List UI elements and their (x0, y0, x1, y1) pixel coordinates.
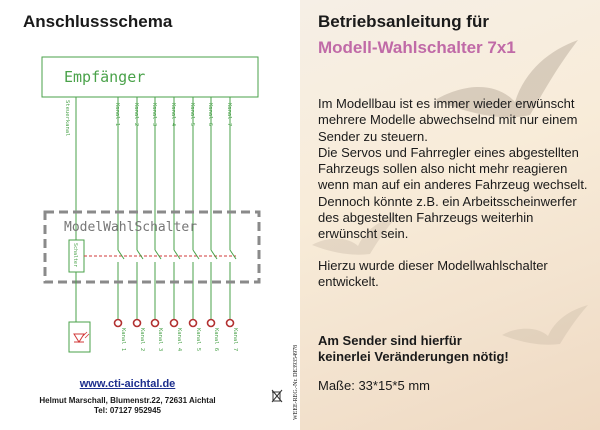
switch-lever (193, 250, 199, 259)
text-line: Dennoch könnte z.B. ein Arbeitsscheinwerfer (318, 193, 577, 209)
schema-heading: Anschlussschema (23, 12, 173, 31)
switch-label: ModelWahlSchalter (64, 220, 198, 235)
text-line: erwünscht sein. (318, 226, 409, 242)
sender-note (318, 333, 593, 366)
bottom-channel-label: Kanal 6 (213, 328, 219, 352)
output-terminal (208, 320, 215, 327)
steuerkanal-label: Steuerkanal (64, 100, 70, 137)
bottom-channel-label: Kanal 5 (195, 328, 201, 352)
top-channel-label: Kanal 7 (226, 103, 232, 127)
switch-lever (230, 250, 236, 259)
bottom-channel-label: Kanal 2 (139, 328, 145, 352)
text-line: Fahrzeugs sollen also nicht mehr reagieren (318, 161, 568, 177)
output-terminal (190, 320, 197, 327)
led-icon (74, 332, 89, 342)
output-terminal (227, 320, 234, 327)
text-line: Hierzu wurde dieser Modellwahlschalter (318, 258, 548, 273)
text-line: Im Modellbau ist es immer wieder erwünscht (318, 96, 575, 111)
text-line: Die Servos und Fahrregler eines abgestellten (318, 144, 579, 160)
bottom-channel-label: Kanal 1 (120, 328, 126, 352)
product-subtitle: Modell-Wahlschalter 7x1 (318, 38, 516, 57)
text-line: wenn man auf ein anderes Fahrzeug wechselt. (318, 177, 588, 193)
manual-title: Betriebsanleitung für (318, 12, 489, 31)
top-channel-label: Kanal 3 (151, 103, 157, 127)
wiring-diagram (0, 0, 300, 370)
receiver-label: Empfänger (64, 68, 146, 86)
switch-lever (118, 250, 124, 259)
weee-registration: WEEE-REG.-Nr. DE39354978 (293, 344, 299, 420)
address-text: Helmut Marschall, Blumenstr.22, 72631 Aichtal (39, 396, 216, 405)
intro-paragraph (318, 96, 593, 243)
switch-lever (155, 250, 161, 259)
bottom-channel-label: Kanal 7 (232, 328, 238, 352)
website-link[interactable]: www.cti-aichtal.de (79, 378, 176, 390)
output-terminal (152, 320, 159, 327)
phone-text: Tel: 07127 952945 (93, 406, 161, 415)
switch-lever (174, 250, 180, 259)
text-line: Am Sender sind hierfür (318, 333, 462, 348)
switch-lever (211, 250, 217, 259)
weee-bin-icon (271, 389, 283, 403)
schalter-label: Schalter (72, 243, 78, 268)
purpose-paragraph (318, 258, 593, 291)
led-box (69, 322, 90, 352)
switch-lever (137, 250, 143, 259)
top-channel-label: Kanal 6 (207, 103, 213, 127)
text-line: mehrere Modelle abwechselnd mit nur einem (318, 112, 578, 128)
dimensions-text: Maße: 33*15*5 mm (318, 378, 430, 393)
right-panel (300, 0, 600, 430)
output-terminal (171, 320, 178, 327)
output-terminal (134, 320, 141, 327)
top-channel-label: Kanal 2 (133, 103, 139, 127)
text-line: entwickelt. (318, 274, 379, 290)
text-line: keinerlei Veränderungen nötig! (318, 349, 509, 365)
text-line: des abgestellten Fahrzeugs weiterhin (318, 210, 534, 226)
text-line: Sender zu steuern. (318, 128, 428, 144)
top-channel-label: Kanal 4 (170, 103, 176, 127)
bottom-channel-label: Kanal 3 (157, 328, 163, 352)
top-channel-label: Kanal 5 (189, 103, 195, 127)
top-channel-label: Kanal 1 (114, 103, 120, 127)
bottom-channel-label: Kanal 4 (176, 328, 182, 352)
output-terminal (115, 320, 122, 327)
